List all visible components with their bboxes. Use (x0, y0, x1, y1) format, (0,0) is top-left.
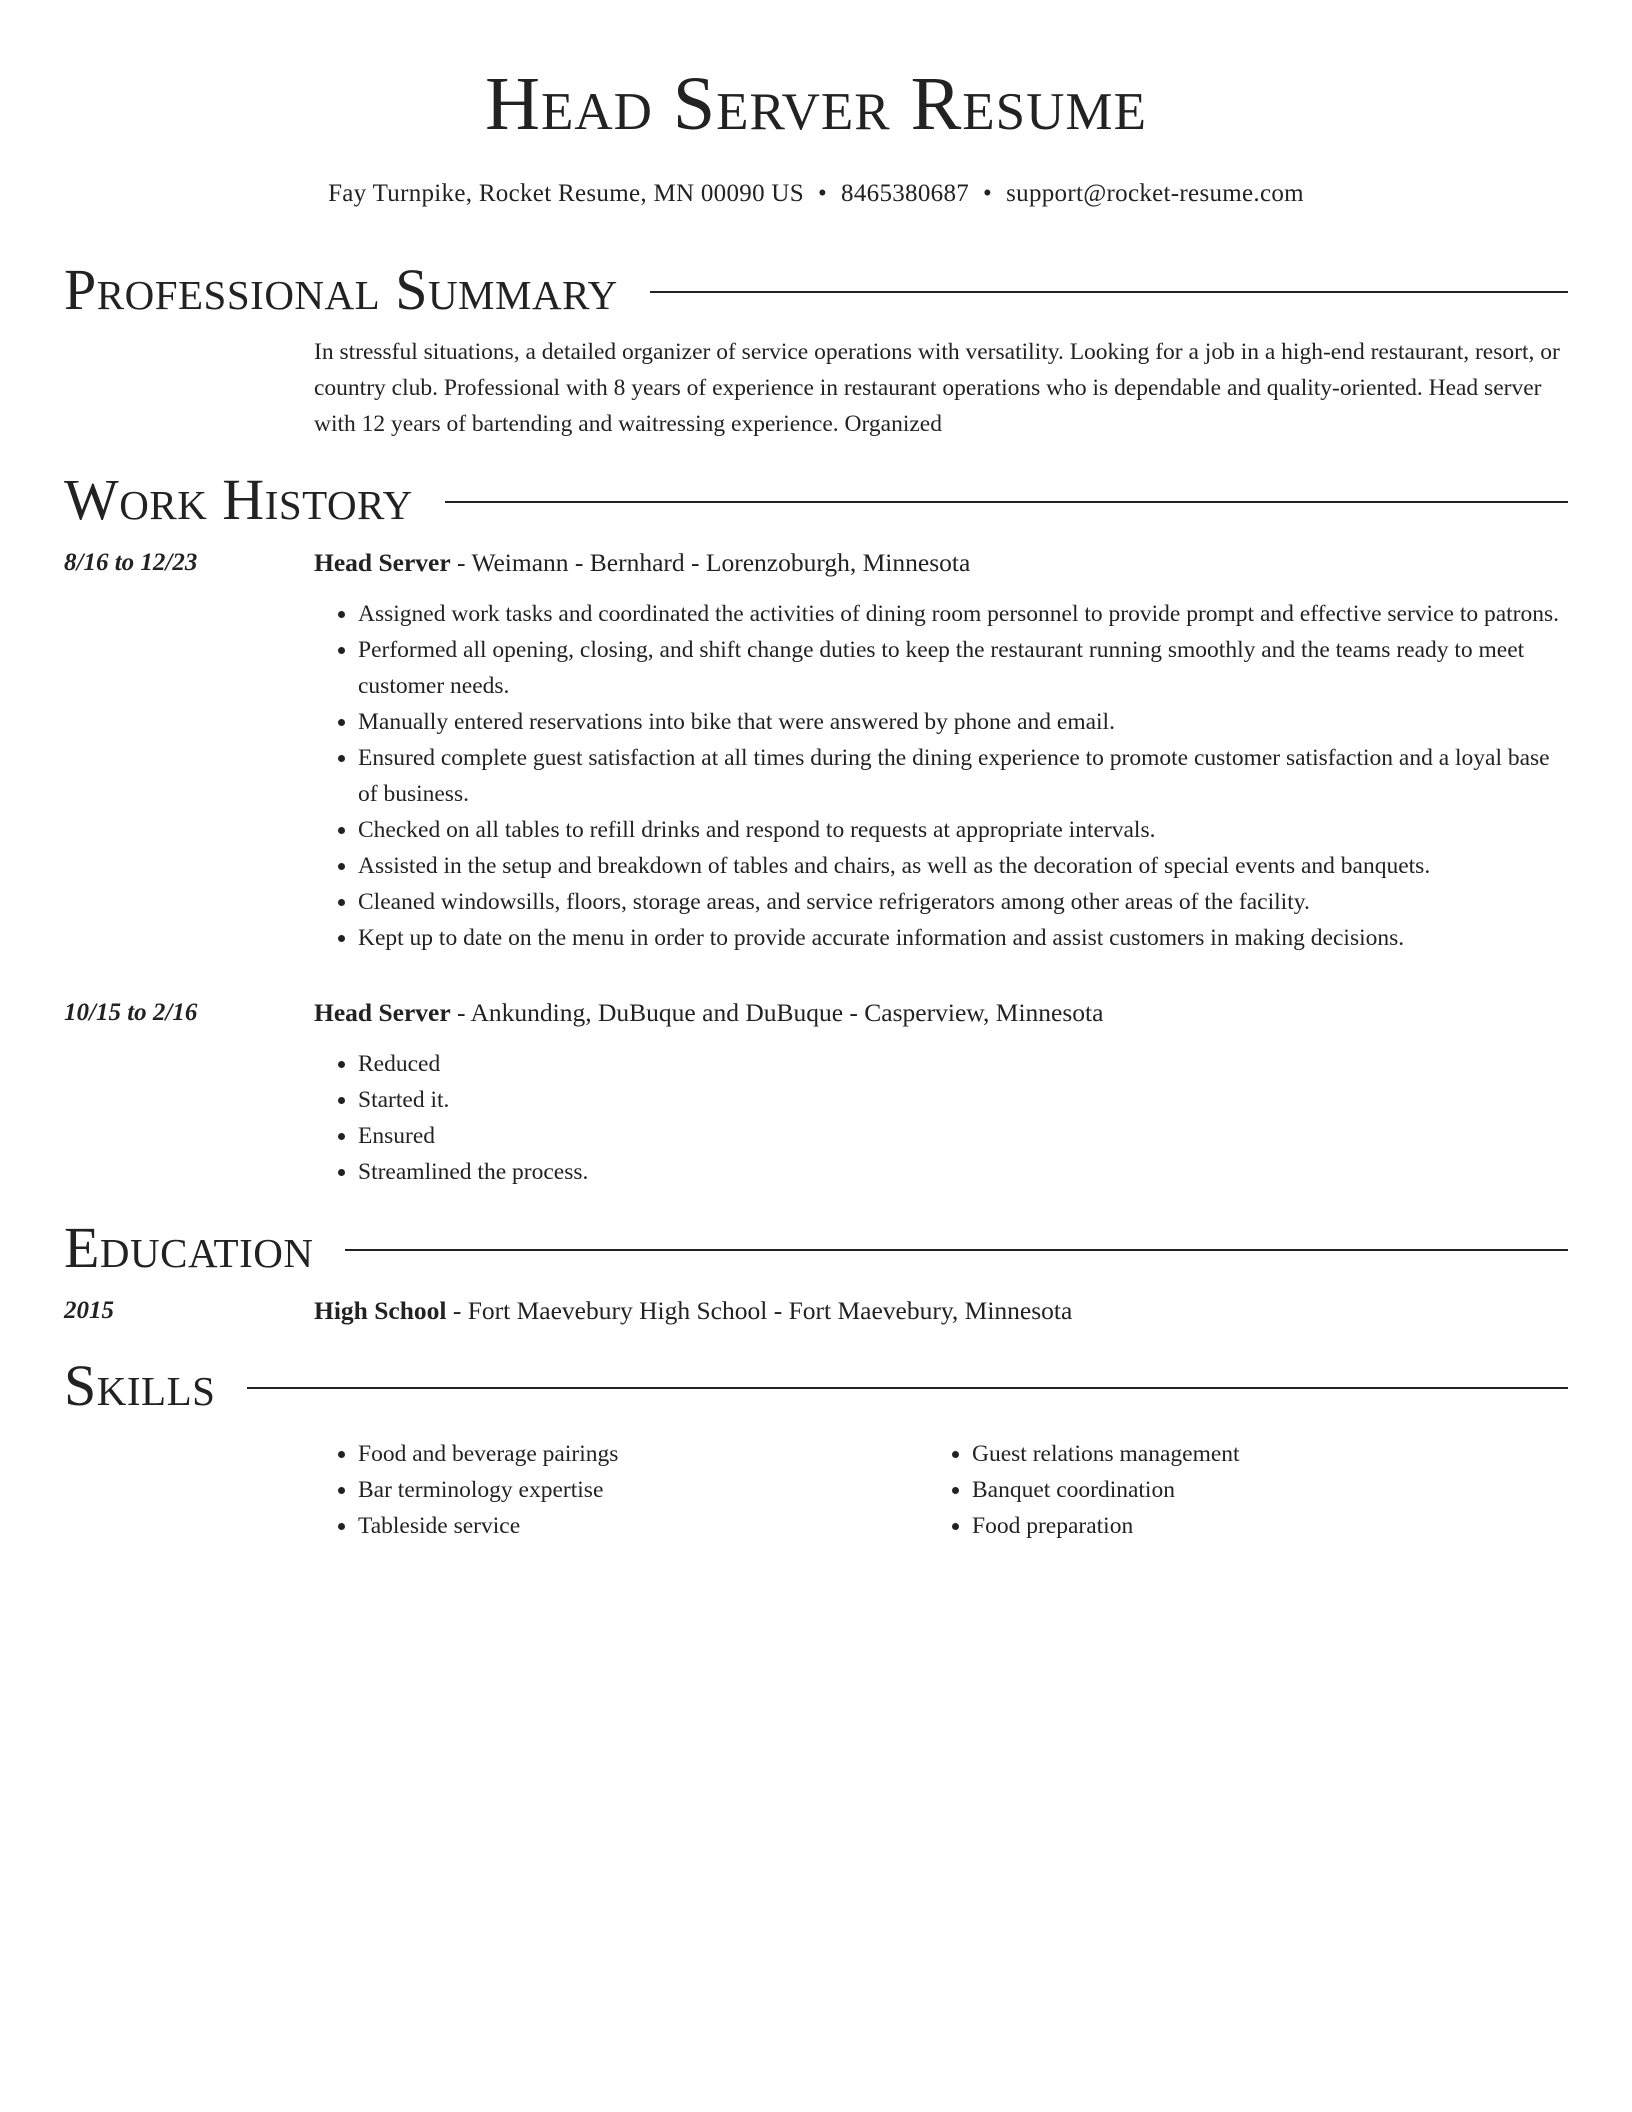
contact-phone: 8465380687 (841, 180, 970, 207)
section-divider (345, 1249, 1568, 1251)
education-heading: Education (64, 1215, 314, 1280)
skills-heading: Skills (64, 1353, 216, 1418)
skill-item: • Banquet coordination (972, 1472, 1542, 1508)
list-item: • Ensured complete guest satisfaction at all times during the dining experience to promote customer satisfaction and a loyal base of business. (358, 740, 1568, 812)
skill-item: • Bar terminology expertise (358, 1472, 928, 1508)
skill-item: • Food and beverage pairings (358, 1436, 928, 1472)
contact-address: Fay Turnpike, Rocket Resume, MN 00090 US (328, 180, 804, 207)
job-dates: 8/16 to 12/23 (64, 549, 198, 576)
list-item: • Streamlined the process. (358, 1154, 1568, 1190)
skills-grid (314, 1436, 1568, 1544)
job-dates: 10/15 to 2/16 (64, 999, 198, 1026)
list-item: • Manually entered reservations into bike that were answered by phone and email. (358, 704, 1568, 740)
education-details: - Fort Maevebury High School - Fort Maevebury, Minnesota (446, 1296, 1073, 1325)
list-item: • Reduced (358, 1046, 1568, 1082)
skills-column-left (314, 1436, 928, 1544)
job-details: - Ankunding, DuBuque and DuBuque - Casperview, Minnesota (450, 998, 1104, 1027)
work-history-section-header (64, 468, 1568, 532)
job-content (314, 546, 1568, 956)
skill-item: • Guest relations management (972, 1436, 1542, 1472)
job-headline (314, 546, 1568, 580)
list-item: • Cleaned windowsills, floors, storage areas, and service refrigerators among other areas of the facility. (358, 884, 1568, 920)
list-item: • Ensured (358, 1118, 1568, 1154)
summary-section-header (64, 258, 1568, 322)
list-item: • Assisted in the setup and breakdown of tables and chairs, as well as the decoration of special events and banquets. (358, 848, 1568, 884)
education-headline (314, 1294, 1568, 1328)
contact-separator: • (817, 180, 828, 207)
job-bullets (314, 596, 1568, 956)
skills-section-header (64, 1354, 1568, 1418)
education-content (314, 1294, 1568, 1328)
education-year: 2015 (64, 1297, 114, 1324)
job-bullets (314, 1046, 1568, 1190)
section-divider (445, 501, 1568, 503)
job-entry (64, 996, 1568, 1190)
contact-separator: • (983, 180, 993, 207)
skill-item: • Food preparation (972, 1508, 1542, 1544)
list-item: • Started it. (358, 1082, 1568, 1118)
education-degree: High School (314, 1296, 447, 1325)
list-item: • Performed all opening, closing, and shift change duties to keep the restaurant running smoothly and the teams ready to meet customer needs. (358, 632, 1568, 704)
job-headline (314, 996, 1568, 1030)
contact-line (64, 178, 1568, 210)
job-role: Head Server (314, 998, 451, 1027)
job-content (314, 996, 1568, 1190)
section-divider (247, 1387, 1568, 1389)
skills-column-right (928, 1436, 1542, 1544)
resume-page (64, 0, 1568, 1544)
list-item: • Kept up to date on the menu in order to provide accurate information and assist customers in making decisions. (358, 920, 1568, 956)
education-section-header (64, 1216, 1568, 1280)
job-details: - Weimann - Bernhard - Lorenzoburgh, Minnesota (450, 548, 971, 577)
summary-text: In stressful situations, a detailed organizer of service operations with versatility. Looking for a job in a high-end restaurant, resort, or country club. Professional with 8 years of experience in restaurant operations who is dependable and quality-oriented. Head server with 12 years of bartending and waitressing experience. Organized (314, 339, 1560, 437)
job-role: Head Server (314, 548, 451, 577)
resume-title: Head Server Resume (485, 62, 1147, 146)
job-entry (64, 546, 1568, 956)
contact-email: support@rocket-resume.com (1006, 180, 1304, 207)
summary-heading: Professional Summary (64, 257, 618, 322)
list-item: • Assigned work tasks and coordinated the activities of dining room personnel to provide prompt and effective service to patrons. (358, 596, 1568, 632)
section-divider (650, 291, 1568, 293)
education-entry (64, 1294, 1568, 1328)
skill-item: • Tableside service (358, 1508, 928, 1544)
work-history-heading: Work History (64, 467, 413, 532)
list-item: • Checked on all tables to refill drinks and respond to requests at appropriate intervals. (358, 812, 1568, 848)
